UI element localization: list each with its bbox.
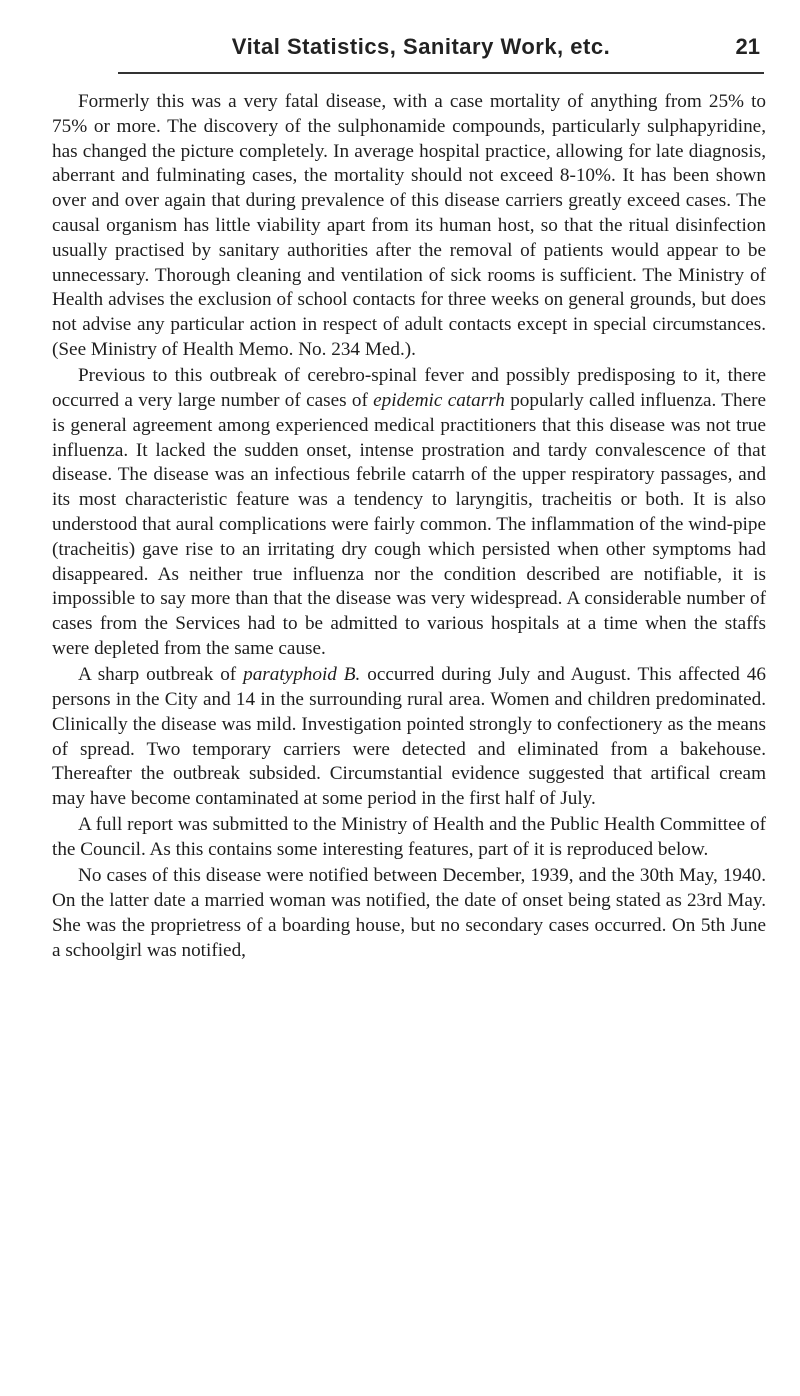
page-number: 21 [735,34,760,59]
paragraph-rest: occurred during July and August. This affected 46 persons in the City and 14 in the surrounding rural area. Women and children predominated. Clinically the disease was mild. Investigation pointed strongly to confectionery as the means of spread. Two temporary carriers were detected and eliminated from a bakehouse. Thereafter the outbreak subsided. Circumstantial evidence suggested that artifical cream may have become contaminated at some period in the first half of July. [52,664,766,810]
header-rule [118,72,764,74]
italic-term-paratyphoid: paratyphoid B. [243,664,361,686]
paragraph-lead: A sharp outbreak of [78,664,237,686]
paragraph-mortality: Formerly this was a very fatal disease, with a case mortality of anything from 25% to 75% or more. The discovery of the sulphonamide compounds, particularly sulphapyridine, has changed the picture completely. In average hospital practice, allowing for late diagnosis, aberrant and fulminating cases, the mortality should not exceed 8-10%. It has been shown over and over again that during prevalence of this disease carriers greatly exceed cases. The causal organism has little viability apart from its human host, so that the ritual disinfection usually practised by sanitary authorities after the removal of patients would appear to be unnecessary. Thorough cleaning and ventilation of sick rooms is sufficient. The Ministry of Health advises the exclusion of school contacts for three weeks on general grounds, but does not advise any particular action in respect of adult contacts except in special circumstances. (See Ministry of Health Memo. No. 234 Med.). [52,91,766,360]
running-title: Vital Statistics, Sanitary Work, etc. [231,34,611,59]
italic-term-epidemic-catarrh: epidemic catarrh [373,389,505,411]
paragraph-epidemic-catarrh [52,364,766,662]
running-header [78,30,764,74]
paragraph-rest: popularly called influenza. There is general agreement among experienced medical practitioners that this disease was not true influenza. It lacked the sudden onset, intense prostration and tardy convalescence of that disease. The disease was an infectious febrile catarrh of the upper respiratory passages, and its most characteristic feature was a tendency to laryngitis, tracheitis or both. It is also understood that aural complications were fairly common. The inflammation of the wind-pipe (tracheitis) gave rise to an irritating dry cough which persisted when other symptoms had disappeared. As neither true influenza nor the condition described are notifiable, it is impossible to say more than that the disease was very widespread. A considerable number of cases from the Services had to be admitted to various hospitals at a time when the staffs were depleted from the same cause. [52,389,766,659]
paragraph-lead: Previous to this outbreak of cerebro-spinal fever and possibly predisposing to it, there occurred a very large number of cases of [52,365,766,411]
body-text [52,90,766,965]
paragraph-full-report: A full report was submitted to the Ministry of Health and the Public Health Committee of the Council. As this contains some interesting features, part of it is reproduced below. [52,814,766,861]
paragraph-no-cases: No cases of this disease were notified between December, 1939, and the 30th May, 1940. On the latter date a married woman was notified, the date of onset being stated as 23rd May. She was the proprietress of a boarding house, but no secondary cases occurred. On 5th June a schoolgirl was notified, [52,865,766,961]
paragraph-paratyphoid [52,663,766,812]
